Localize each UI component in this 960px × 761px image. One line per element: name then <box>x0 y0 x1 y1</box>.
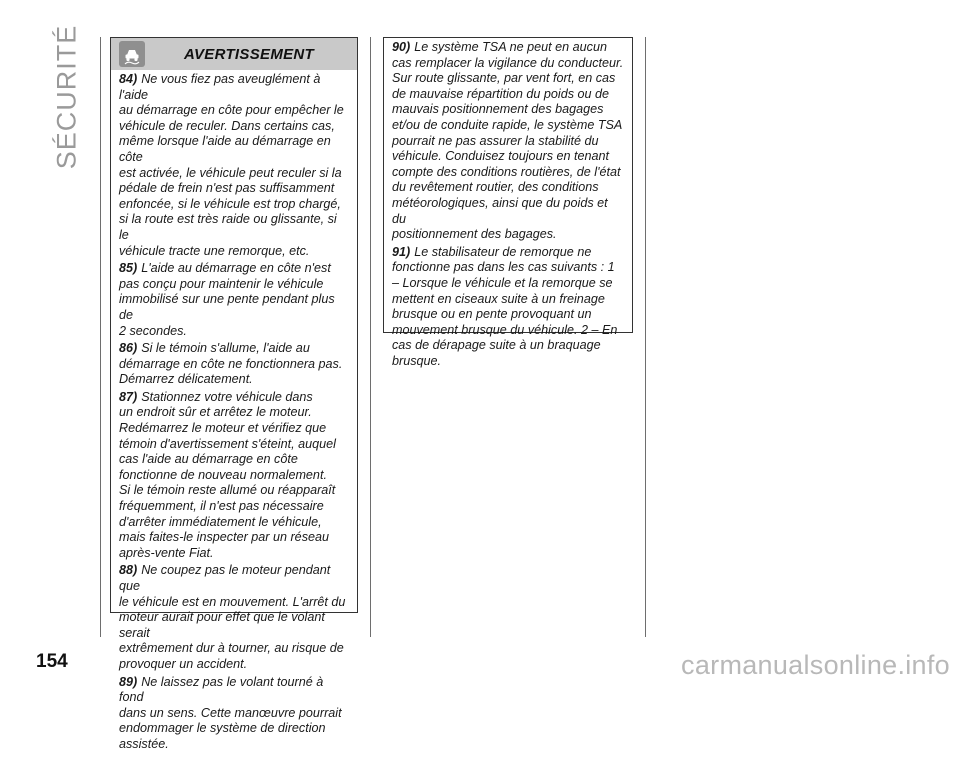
note-89: 89) Ne laissez pas le volant tourné à fond dans un sens. Cette manœuvre pourrait endommager le système de direction assistée. <box>119 674 342 751</box>
right-divider <box>645 37 646 637</box>
note-90: 90) Le système TSA ne peut en aucun cas remplacer la vigilance du conducteur. Sur route glissante, par vent fort, en cas de mauvaise répartition du poids ou de mauvais positionnement des bagages et/ou de conduite rapide, le système TSA pourrait ne pas assurer la stabilité du véhicule. Conduisez toujours en tenant compte des conditions routières, de l'état du revêtement routier, des conditions météorologiques, ainsi que du poids et du positionnement des bagages. <box>392 40 624 242</box>
note-84: 84) Ne vous fiez pas aveuglément à l'aide au démarrage en côte pour empêcher le véhicule de reculer. Dans certains cas, même lorsque l'aide au démarrage en côte est activée, le véhicule peut reculer si la pédale de frein n'est pas suffisamment enfoncée, si le véhicule est trop chargé, si la route est très raide ou glissante, si le véhicule tracte une remorque, etc. <box>119 72 344 258</box>
warning-header <box>111 38 357 70</box>
page-number: 154 <box>36 651 68 672</box>
center-divider <box>370 37 371 637</box>
warning-box-right <box>383 37 633 368</box>
left-divider <box>100 37 101 637</box>
note-87: 87) Stationnez votre véhicule dans un endroit sûr et arrêtez le moteur. Redémarrez le moteur et vérifiez que témoin d'avertissement s'éteint, auquel cas l'aide au démarrage en côte fonctionne de nouveau normalement. Si le témoin reste allumé ou réapparaît fréquemment, il n'est pas nécessaire d'arrêter immédiatement le véhicule, mais faites-le inspecter par un réseau après-vente Fiat. <box>119 389 336 560</box>
note-85: 85) L'aide au démarrage en côte n'est pas conçu pour maintenir le véhicule immobilisé sur une pente pendant plus de 2 secondes. <box>119 261 335 338</box>
note-91: 91) Le stabilisateur de remorque ne fonctionne pas dans les cas suivants : 1 – Lorsque le véhicule et la remorque se mettent en ciseaux suite à un freinage brusque ou en pente provoquant un mouvement brusque du véhicule. 2 – En cas de dérapage suite à un braquage brusque. <box>392 244 618 368</box>
note-88: 88) Ne coupez pas le moteur pendant que le véhicule est en mouvement. L'arrêt du moteur aurait pour effet que le volant serait extrêmement dur à tourner, au risque de provoquer un accident. <box>119 563 346 671</box>
watermark: carmanualsonline.info <box>681 650 950 680</box>
notes-right <box>384 38 632 377</box>
section-title <box>51 24 82 170</box>
notes-left <box>111 70 357 761</box>
warning-title: AVERTISSEMENT <box>183 46 315 63</box>
warning-box-left <box>110 37 358 751</box>
note-86: 86) Si le témoin s'allume, l'aide au démarrage en côte ne fonctionnera pas. Démarrez délicatement. <box>119 341 343 387</box>
section-title-text: SÉCURITÉ <box>51 24 82 170</box>
